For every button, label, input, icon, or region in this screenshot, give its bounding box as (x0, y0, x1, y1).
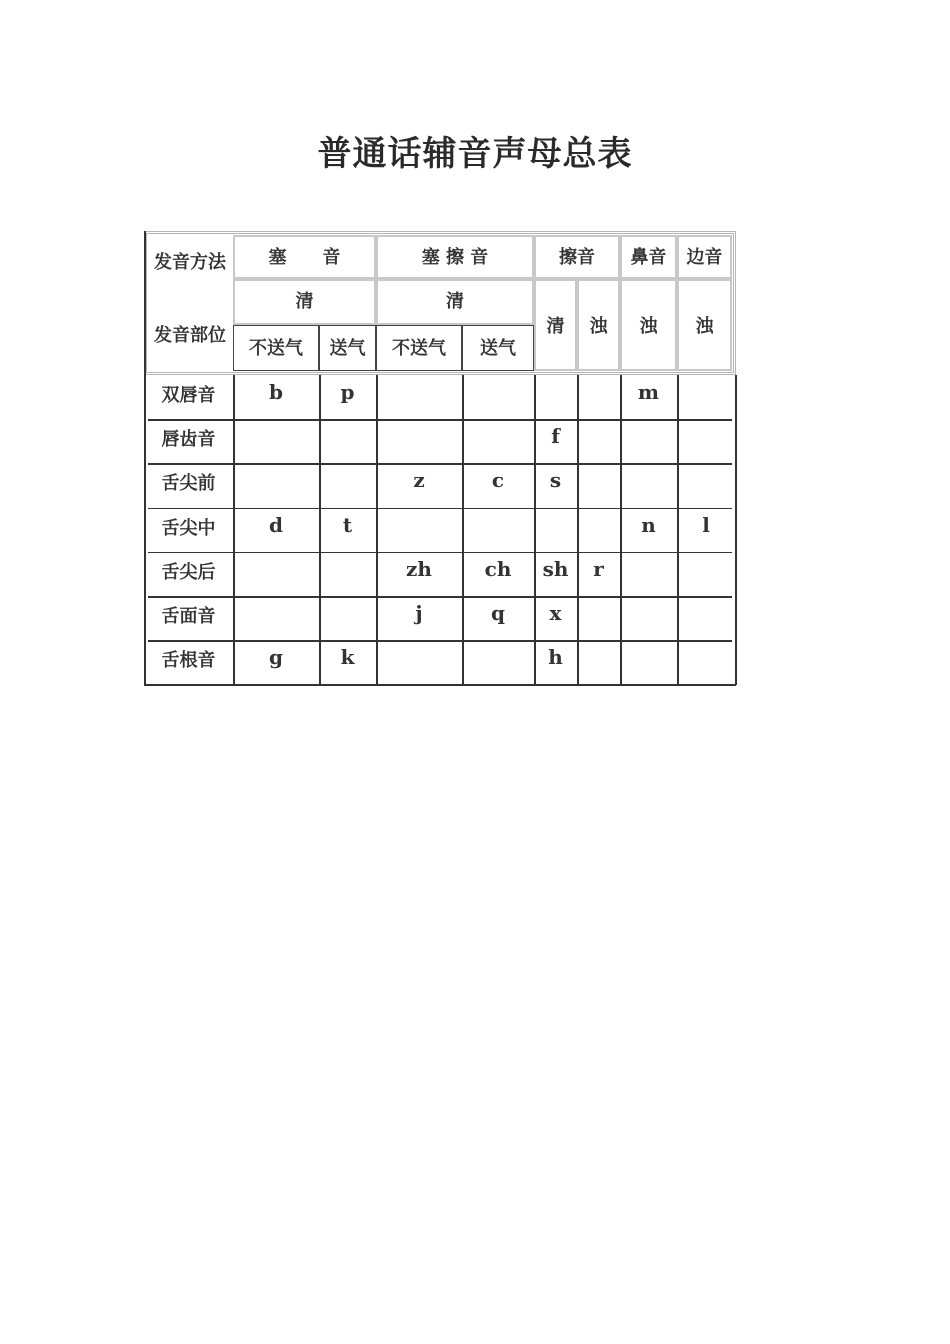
header-nasal-label: 鼻音 (630, 247, 667, 268)
header-fricative-voiced-label: 浊 (589, 316, 608, 337)
consonant-cell: r (593, 556, 604, 581)
place-label: 舌尖后 (161, 561, 216, 583)
header-lateral-voicing (677, 279, 732, 371)
place-label: 舌根音 (161, 650, 216, 672)
header-stop-voicing (233, 279, 376, 325)
header-fricative-voiceless-label: 清 (546, 316, 565, 337)
header-affricate-aspirated-label: 送气 (480, 338, 516, 359)
row-divider (148, 640, 732, 642)
consonant-cell: sh (542, 556, 569, 581)
place-label: 双唇音 (161, 385, 216, 406)
consonant-cell: z (413, 468, 425, 493)
consonant-cell: h (548, 645, 563, 670)
header-lateral-label: 边音 (686, 247, 723, 268)
header-stop-aspirated-label: 送气 (329, 338, 366, 359)
consonant-cell: zh (406, 556, 432, 581)
header-affricate (376, 235, 534, 279)
row-divider (148, 552, 732, 554)
header-nasal (620, 235, 677, 279)
column-divider (462, 375, 464, 685)
header-affricate-voicing-label: 清 (446, 291, 464, 312)
header-fricative (534, 235, 620, 279)
row-divider (148, 463, 732, 465)
consonant-cell: c (491, 468, 505, 493)
header-method-label: 发音方法 (154, 252, 226, 273)
consonant-cell: f (551, 424, 560, 449)
row-divider (148, 596, 732, 598)
header-stop (233, 235, 376, 279)
place-label: 唇齿音 (161, 429, 216, 451)
header-affricate-label: 塞 擦 音 (421, 247, 489, 268)
header-stop-label: 塞 音 (268, 247, 341, 268)
place-label: 舌尖前 (161, 473, 216, 495)
consonant-cell: t (342, 512, 353, 537)
place-label: 舌面音 (161, 606, 216, 627)
consonant-cell: s (549, 468, 562, 493)
column-divider (534, 375, 536, 685)
header-place-label: 发音部位 (154, 325, 226, 346)
header-affricate-aspirated (462, 325, 534, 371)
consonant-cell: p (340, 380, 355, 404)
header-fricative-label: 擦音 (559, 247, 595, 268)
consonant-cell: n (641, 512, 656, 537)
header-affricate-voicing (376, 279, 534, 325)
header-nasal-voicing-label: 浊 (639, 316, 658, 337)
consonant-cell: b (269, 380, 283, 404)
page-title: 普通话辅音声母总表 (317, 134, 633, 174)
consonant-cell: m (637, 380, 660, 404)
header-stop-unaspirated-label: 不送气 (249, 338, 303, 359)
header-nasal-voicing (620, 279, 677, 371)
header-lateral-voicing-label: 浊 (695, 316, 714, 337)
row-divider (148, 419, 732, 421)
header-lateral (677, 235, 732, 279)
header-fricative-voiced (577, 279, 620, 371)
consonant-cell: j (415, 601, 423, 625)
header-affricate-unaspirated (376, 325, 462, 371)
consonant-cell: q (491, 601, 505, 625)
table-border-right (735, 375, 737, 685)
header-fricative-voiceless (534, 279, 577, 371)
consonant-cell: k (340, 645, 355, 670)
column-divider (577, 375, 579, 685)
consonant-table (144, 231, 736, 685)
consonant-cell: l (702, 512, 710, 537)
consonant-cell: ch (484, 556, 512, 581)
header-affricate-unaspirated-label: 不送气 (392, 338, 446, 359)
consonant-cell: d (269, 512, 283, 537)
place-label: 舌尖中 (161, 517, 216, 539)
consonant-cell: x (549, 601, 562, 625)
header-stop-unaspirated (233, 325, 319, 371)
row-divider (148, 508, 732, 510)
consonant-cell: g (269, 645, 283, 670)
column-divider (376, 375, 378, 685)
header-stop-aspirated (319, 325, 376, 371)
header-stop-voicing-label: 清 (295, 291, 314, 312)
